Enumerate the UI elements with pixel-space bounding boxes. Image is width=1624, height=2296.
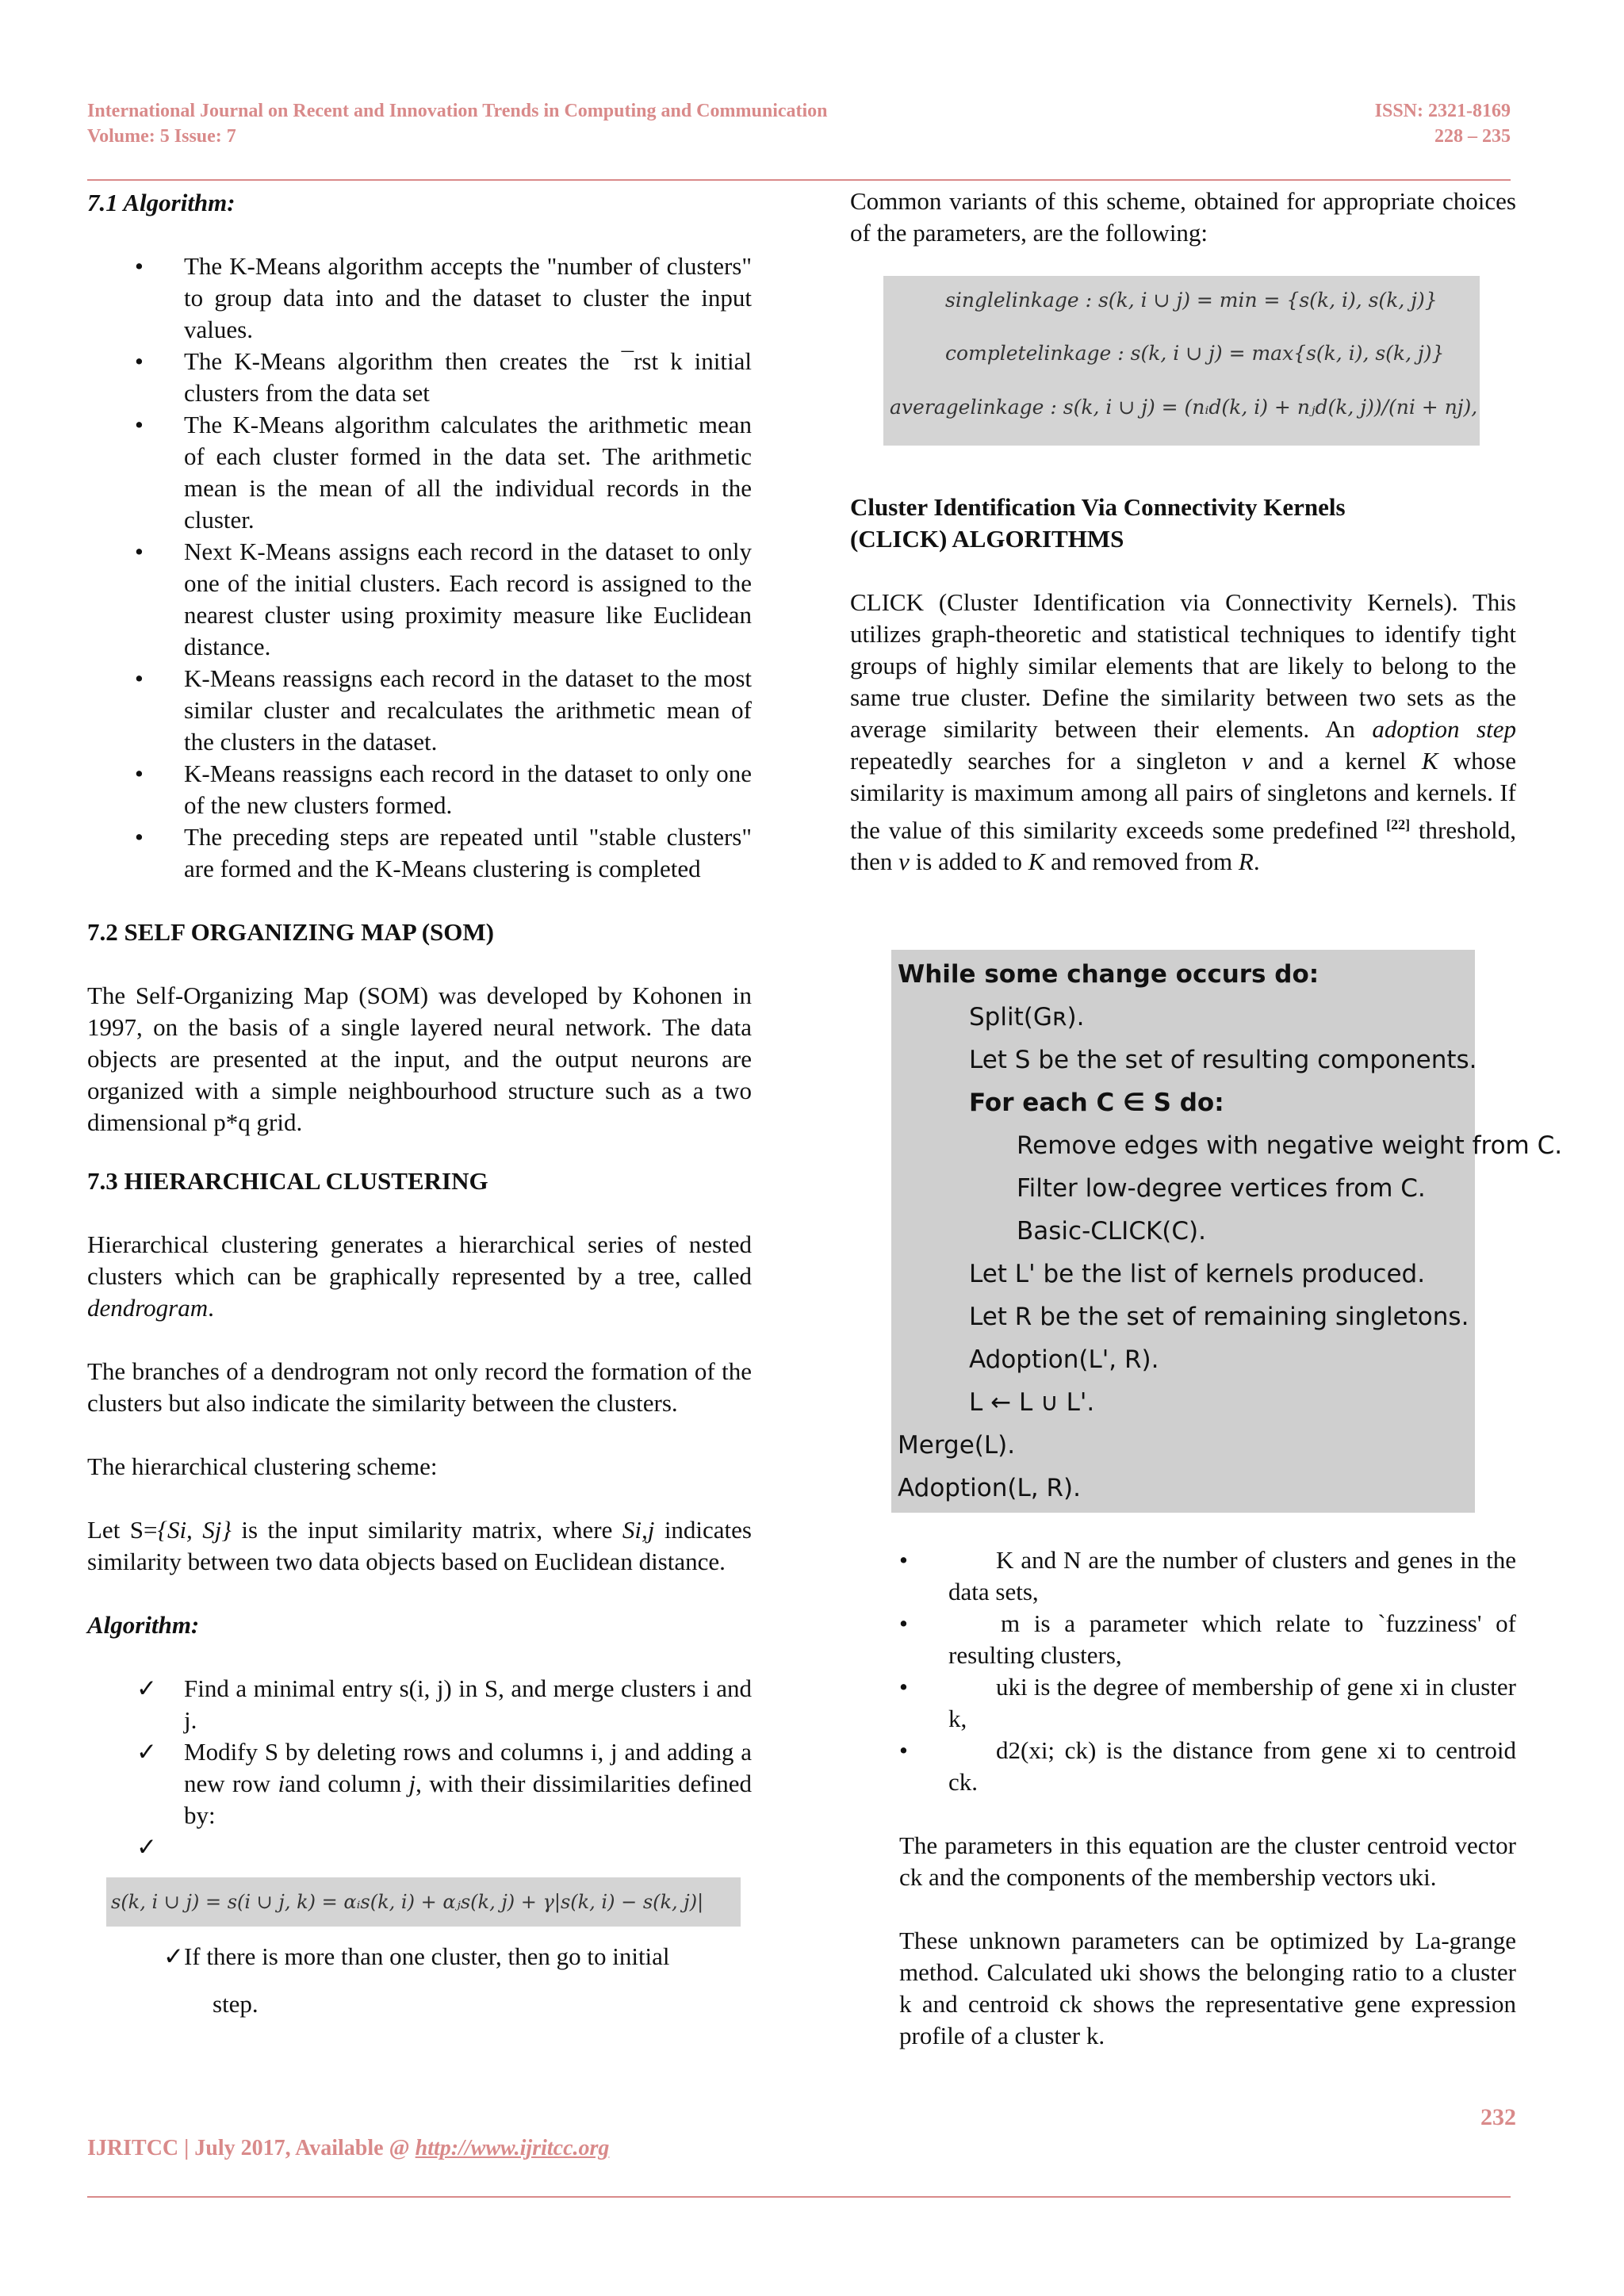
list-item: • K and N are the number of clusters and genes in the data sets, <box>899 1546 1516 1605</box>
algo-line: Basic-CLICK(C). <box>1017 1217 1206 1246</box>
click-title: Cluster Identification Via Connectivity Kernels (CLICK) ALGORITHMS <box>850 493 1346 553</box>
click-paragraph: CLICK (Cluster Identification via Connectivity Kernels). This utilizes graph-theoretic and statistical techniques to identify tight groups of highly similar elements that are likely to belong to the same true cluster. Define the similarity between two sets as the average similarity between their elements. An adoption step repeatedly searches for a singleton v and a kernel K whose similarity is maximum among all pairs of singletons and kernels. If the value of this similarity exceeds some predefined [22] threshold, then v is added to K and removed from R. <box>850 588 1517 876</box>
algo-line: L ← L ∪ L'. <box>969 1388 1095 1417</box>
algo-line: Let S be the set of resulting components. <box>969 1046 1477 1074</box>
list-item: • K-Means reassigns each record in the dataset to the most similar cluster and recalculates the arithmetic mean of the clusters in the dataset. <box>135 664 752 756</box>
dendrogram-paragraph: The branches of a dendrogram not only record the formation of the clusters but also indicate the similarity between the clusters. <box>87 1357 752 1417</box>
issn: ISSN: 2321-8169 <box>1374 101 1511 121</box>
list-item: • The K-Means algorithm then creates the ¯rst k initial clusters from the data set <box>135 347 752 407</box>
kmeans-steps-list <box>87 251 752 885</box>
section-7-1-title: 7.1 Algorithm: <box>87 189 236 216</box>
average-linkage-formula: averagelinkage : s(k, i ∪ j) = (nᵢd(k, i) + nⱼd(k, j))/(ni + nj), <box>890 396 1478 419</box>
list-item: • The preceding steps are repeated until "stable clusters" are formed and the K-Means clustering is completed <box>135 823 752 882</box>
algo-line: Adoption(L', R). <box>969 1345 1159 1374</box>
click-algorithm-figure <box>891 950 1563 1513</box>
list-item: • K-Means reassigns each record in the dataset to only one of the new clusters formed. <box>135 760 752 819</box>
right-column <box>850 186 1516 878</box>
list-item: • Next K-Means assigns each record in the dataset to only one of the initial clusters. Each record is assigned to the nearest cluster using proximity measure like Euclidean distance. <box>135 538 752 660</box>
algo-line: Remove edges with negative weight from C. <box>1017 1131 1563 1160</box>
step-continuation: step. <box>213 1990 259 2018</box>
list-item: ✓ Modify S by deleting rows and columns i, j and adding a new row iand column j, with their dissimilarities defined by: <box>136 1738 753 1829</box>
check-icon: ✓ <box>136 1833 157 1861</box>
algorithm-steps-list <box>87 1673 752 1863</box>
algo-line: Split(Gʀ). <box>969 1003 1085 1031</box>
similarity-matrix-paragraph: Let S={Si, Sj} is the input similarity matrix, where Si,j indicates similarity between two data objects based on Euclidean distance. <box>87 1516 752 1575</box>
page-number: 232 <box>1480 2104 1516 2130</box>
scheme-paragraph: The hierarchical clustering scheme: <box>87 1452 438 1480</box>
list-item: • m is a parameter which relate to `fuzziness' of resulting clusters, <box>899 1609 1516 1669</box>
list-item <box>87 1831 752 1863</box>
footer-rule <box>87 2196 1511 2198</box>
check-icon: ✓ <box>163 1942 184 1970</box>
list-item: • The K-Means algorithm calculates the arithmetic mean of each cluster formed in the data set. The arithmetic mean is the mean of all the individual records in the cluster. <box>135 411 752 534</box>
algo-line: Merge(L). <box>898 1431 1016 1460</box>
right-lower-column <box>899 1544 1516 2052</box>
algo-line: Filter low-degree vertices from C. <box>1017 1174 1426 1203</box>
algo-line: Adoption(L, R). <box>898 1474 1081 1502</box>
optimization-paragraph: These unknown parameters can be optimized by La-grange method. Calculated uki shows the belonging ratio to a cluster k and centroid ck shows the representative gene expression profile of a cluster k. <box>899 1927 1516 2049</box>
algo-line: While some change occurs do: <box>898 960 1320 989</box>
page-range: 228 – 235 <box>1434 126 1511 147</box>
list-item: ✓If there is more than one cluster, then go to initial <box>163 1942 670 1970</box>
parameters-paragraph: The parameters in this equation are the cluster centroid vector ck and the components of the membership vectors uki. <box>899 1831 1516 1891</box>
algo-line: Let R be the set of remaining singletons. <box>969 1303 1469 1331</box>
list-item: • uki is the degree of membership of gene xi in cluster k, <box>899 1673 1516 1732</box>
hierarchical-paragraph: Hierarchical clustering generates a hierarchical series of nested clusters which can be graphically represented by a tree, called dendrogram. <box>87 1230 752 1322</box>
header-rule <box>87 179 1511 181</box>
linkage-formulas <box>883 276 1480 446</box>
som-paragraph: The Self-Organizing Map (SOM) was developed by Kohonen in 1997, on the basis of a single layered neural network. The data objects are presented at the input, and the output neurons are organized with a simple neighbourhood structure such as a two dimensional p*q grid. <box>87 982 752 1136</box>
citation-ref: [22] <box>1386 817 1411 832</box>
footer-text: IJRITCC | July 2017, Available @ http://www.ijritcc.org <box>87 2136 610 2160</box>
algorithm-title: Algorithm: <box>87 1611 200 1639</box>
complete-linkage-formula: completelinkage : s(k, i ∪ j) = max{s(k, i), s(k, j)} <box>945 342 1445 365</box>
algo-line: Let L' be the list of kernels produced. <box>969 1260 1426 1288</box>
journal-title: International Journal on Recent and Innovation Trends in Computing and Communication <box>87 101 828 121</box>
volume-issue: Volume: 5 Issue: 7 <box>87 126 236 147</box>
section-7-2-title: 7.2 SELF ORGANIZING MAP (SOM) <box>87 918 494 946</box>
list-item: • The K-Means algorithm accepts the "number of clusters" to group data into and the dataset to cluster the input values. <box>135 252 752 343</box>
left-column <box>87 187 752 2020</box>
fuzzy-parameters-list <box>899 1544 1516 1798</box>
section-7-3-title: 7.3 HIERARCHICAL CLUSTERING <box>87 1167 488 1195</box>
single-linkage-formula: singlelinkage : s(k, i ∪ j) = min = {s(k, i), s(k, j)} <box>945 289 1438 312</box>
list-item: ✓ Find a minimal entry s(i, j) in S, and merge clusters i and j. <box>136 1674 752 1734</box>
lance-williams-formula: s(k, i ∪ j) = s(i ∪ j, k) = αᵢs(k, i) + αⱼs(k, j) + γ|s(k, i) − s(k, j)| <box>106 1877 741 1927</box>
list-item: • d2(xi; ck) is the distance from gene xi to centroid ck. <box>899 1736 1516 1796</box>
check-icon: ✓ <box>136 1738 157 1766</box>
journal-link[interactable]: http://www.ijritcc.org <box>415 2136 610 2160</box>
variants-paragraph: Common variants of this scheme, obtained for appropriate choices of the parameters, are the following: <box>850 187 1516 247</box>
algo-line: For each C ∈ S do: <box>969 1089 1224 1117</box>
check-icon: ✓ <box>136 1674 157 1702</box>
